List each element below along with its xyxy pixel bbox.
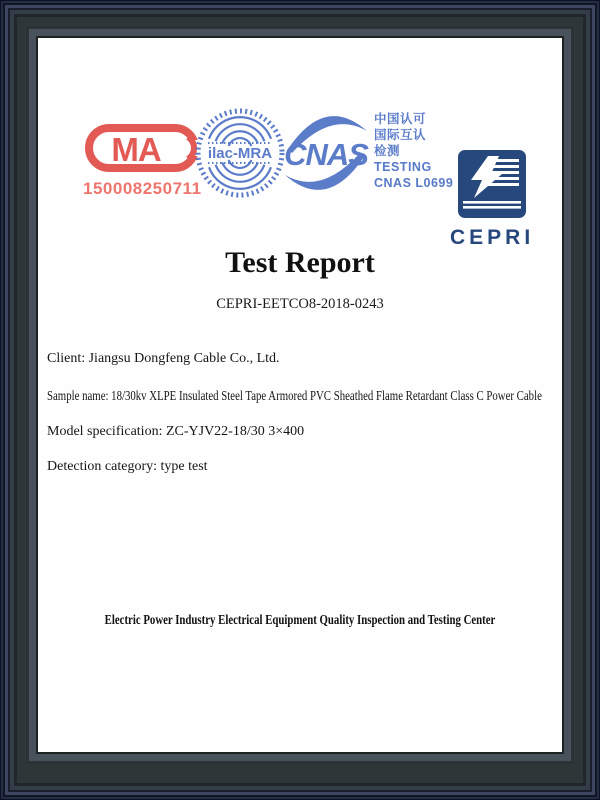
accreditation-line-4: TESTING [374,160,432,174]
accreditation-line-1: 中国认可 [374,112,427,126]
cepri-logo [450,150,534,250]
accreditation-line-5: CNAS L0699 [374,176,454,190]
ilac-mra-label: ilac-MRA [207,145,273,162]
field-detection-category: Detection category: type test [47,459,208,474]
cepri-logo-icon [458,150,526,218]
field-sample-name: Sample name: 18/30kv XLPE Insulated Steel Tape Armored PVC Sheathed Flame Retardant Class C Power Cable [47,388,542,403]
field-client: Client: Jiangsu Dongfeng Cable Co., Ltd. [47,351,280,366]
cnas-stamp-icon [281,106,371,200]
accreditation-line-3: 检测 [374,144,401,158]
field-model-specification: Model specification: ZC-YJV22-18/30 3×400 [47,424,305,439]
cnas-label: CNAS [284,137,368,172]
page-title: Test Report [225,246,375,279]
accreditation-line-2: 国际互认 [374,128,427,142]
testing-center-name: Electric Power Industry Electrical Equipment Quality Inspection and Testing Center [104,612,496,627]
ilac-mra-stamp-icon [195,105,285,201]
ilac-mra-stamp [195,105,285,206]
cnas-stamp [281,106,371,205]
cnas-accreditation-text [374,111,453,191]
cma-certificate-number: 150008250711 [83,179,202,198]
report-page [38,38,562,752]
cepri-wordmark: CEPRI [450,226,535,249]
report-number: CEPRI-EETCO8-2018-0243 [216,296,384,312]
cma-stamp [83,123,201,199]
cma-stamp-icon [84,123,200,173]
cma-label: MA [111,131,161,168]
